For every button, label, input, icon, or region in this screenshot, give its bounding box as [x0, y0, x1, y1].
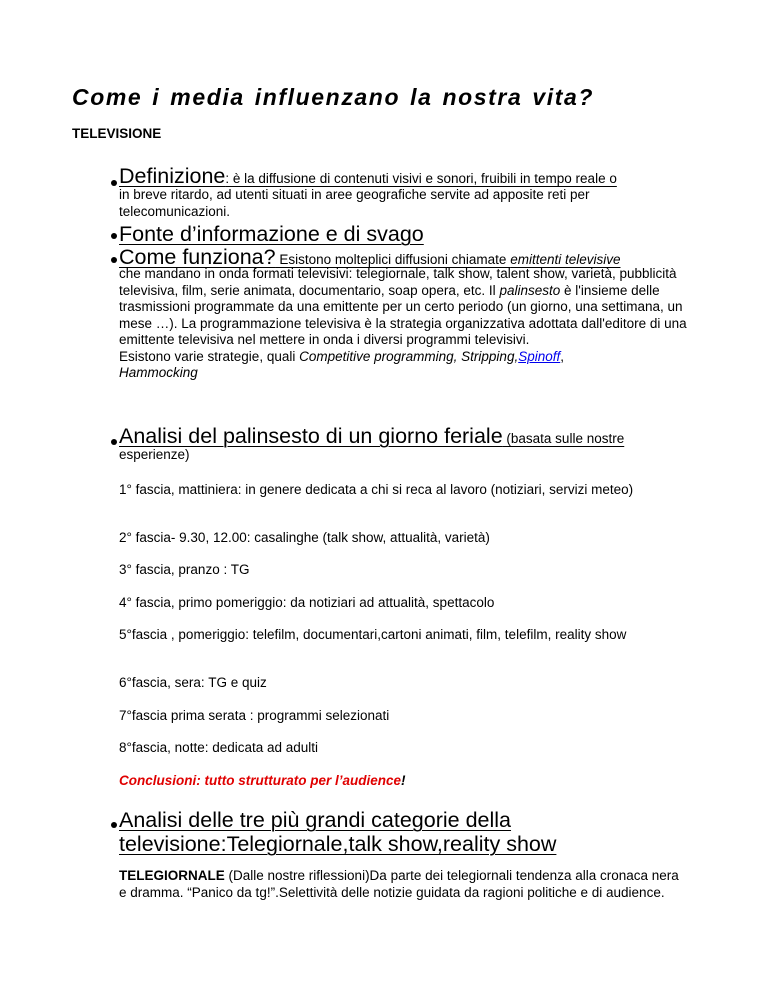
heading-suffix-em: emittenti televisive — [510, 252, 621, 267]
analisi-body: esperienze) — [119, 447, 190, 462]
fascia-item: 6°fascia, sera: TG e quiz — [119, 675, 267, 690]
bullet-icon — [111, 439, 117, 445]
telegiornale-text: (Dalle nostre riflessioni)Da parte dei telegiornali tendenza alla cronaca nera e dramma. “Panico da tg!”.Selettività delle notizie guidata da ragioni politiche e di audience. — [119, 868, 679, 900]
section-heading: TELEVISIONE — [72, 126, 162, 141]
heading-text: Definizione — [119, 164, 226, 188]
fascia-item: 8°fascia, notte: dedicata ad adulti — [119, 740, 319, 755]
heading-fonte: Fonte d’informazione e di svago — [119, 222, 424, 246]
bullet-icon — [111, 822, 117, 828]
page-title: Come i media influenzano la nostra vita? — [72, 84, 595, 110]
bullet-icon — [111, 180, 117, 186]
conclusion-mark: ! — [401, 773, 406, 788]
strategies-separator: , — [560, 348, 564, 364]
heading-text: Come funziona? — [119, 245, 276, 269]
fascia-item: 5°fascia , pomeriggio: telefilm, documentari,cartoni animati, film, telefilm, reality show — [119, 627, 627, 642]
fascia-item: 4° fascia, primo pomeriggio: da notiziari ad attualità, spettacolo — [119, 595, 495, 610]
body-text-2: è l'insieme delle trasmissioni programmate da una emittente per un certo periodo (un giorno, una settimana, un mese …). La programmazione televisiva è la strategia organizzativa adottata dall'editore di una emittente televisiva nel mettere in onda i diversi programmi televisivi. — [119, 282, 687, 347]
heading-text: Analisi del palinsesto di un giorno feriale — [119, 424, 503, 448]
strategies-last: Hammocking — [119, 365, 198, 380]
come-funziona-body — [119, 266, 709, 382]
bullet-icon — [111, 233, 117, 239]
body-text: che mandano in onda formati televisivi: telegiornale, talk show, talent show, varietà, pubblicità televisiva, film, serie animata, documentario, soap opera, etc. Il — [119, 266, 677, 298]
fascia-item: 1° fascia, mattiniera: in genere dedicata a chi si reca al lavoro (notiziari, servizi meteo) — [119, 482, 634, 497]
heading-suffix: Esistono molteplici diffusioni chiamate — [275, 252, 511, 267]
heading-analisi-categorie: Analisi delle tre più grandi categorie della televisione:Telegiornale,talk show,reality show — [119, 808, 557, 856]
conclusion-text: Conclusioni: tutto strutturato per l’audience — [119, 773, 402, 788]
telegiornale-label: TELEGIORNALE — [119, 868, 225, 883]
conclusion — [119, 773, 704, 790]
strategies-list: Competitive programming, Stripping, — [299, 348, 519, 364]
fascia-item: 2° fascia- 9.30, 12.00: casalinghe (talk show, attualità, varietà) — [119, 530, 490, 545]
fascia-item: 7°fascia prima serata : programmi selezionati — [119, 708, 390, 723]
bullet-icon — [111, 257, 117, 263]
fascia-item: 3° fascia, pranzo : TG — [119, 562, 250, 577]
heading-suffix: : è la diffusione di contenuti visivi e sonori, fruibili in tempo reale o — [225, 171, 617, 186]
telegiornale-paragraph — [119, 868, 689, 901]
palinsesto-term: palinsesto — [499, 282, 561, 298]
strategies-intro: Esistono varie strategie, quali — [119, 348, 300, 364]
spinoff-link[interactable]: Spinoff — [518, 348, 561, 364]
heading-suffix: (basata sulle nostre — [502, 431, 625, 446]
definizione-body: in breve ritardo, ad utenti situati in aree geografiche servite ad apposite reti per telecomunicazioni. — [119, 187, 590, 219]
